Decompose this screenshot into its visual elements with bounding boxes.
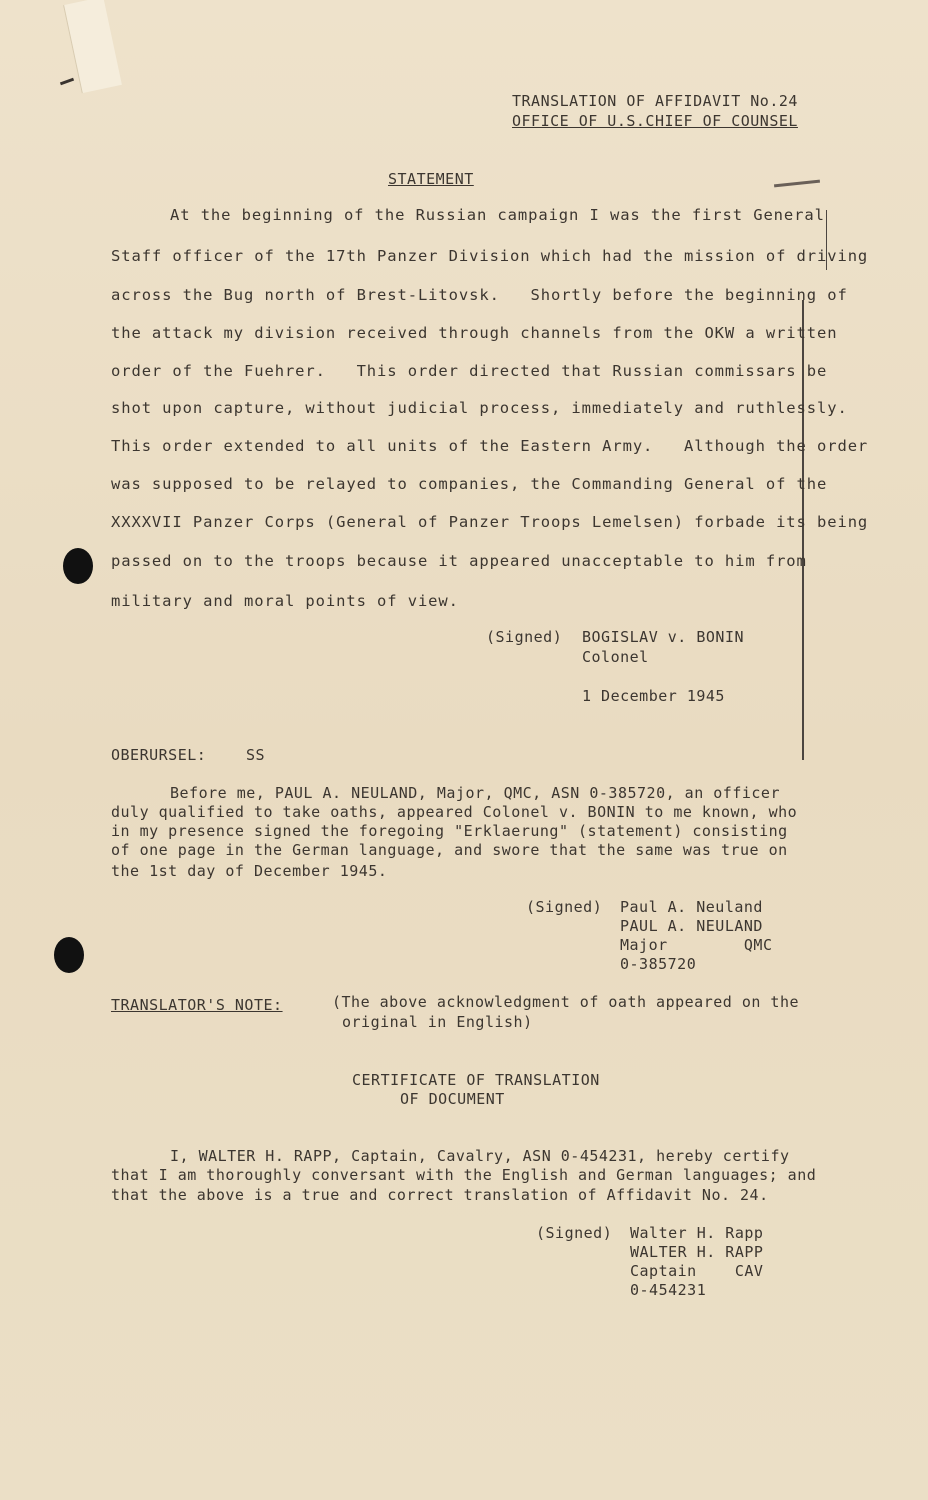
oath-line: Before me, PAUL A. NEULAND, Major, QMC, ASN 0-385720, an officer (170, 784, 780, 802)
translator-note-label: TRANSLATOR'S NOTE: (111, 996, 283, 1014)
signed-label: (Signed) (486, 628, 563, 646)
oath-line: the 1st day of December 1945. (111, 862, 388, 880)
certificate-subtitle: OF DOCUMENT (400, 1090, 505, 1108)
statement-title: STATEMENT (388, 170, 474, 188)
translator-note-line: (The above acknowledgment of oath appeared on the (332, 993, 800, 1011)
statement-line: Staff officer of the 17th Panzer Division which had the mission of driving (111, 247, 869, 265)
oath-line: of one page in the German language, and swore that the same was true on (111, 841, 788, 859)
cert-sig-line: Captain CAV (630, 1262, 764, 1280)
punch-hole-top (63, 548, 93, 584)
oath-ss: SS (246, 746, 266, 764)
cert-sig-line: WALTER H. RAPP (630, 1243, 764, 1261)
cert-signed-label: (Signed) (536, 1224, 613, 1242)
statement-line: shot upon capture, without judicial process, immediately and ruthlessly. (111, 399, 848, 417)
oath-place: OBERURSEL: (111, 746, 207, 764)
certificate-line: that the above is a true and correct translation of Affidavit No. 24. (111, 1186, 769, 1204)
statement-line: This order extended to all units of the Eastern Army. Although the order (111, 437, 869, 455)
ink-mark (60, 78, 74, 86)
signer-rank: Colonel (582, 648, 649, 666)
oath-sig-line: PAUL A. NEULAND (620, 917, 763, 935)
certificate-title: CERTIFICATE OF TRANSLATION (352, 1071, 600, 1089)
statement-line: At the beginning of the Russian campaign I was the first General (170, 206, 825, 224)
oath-sig-line: 0-385720 (620, 955, 697, 973)
punch-hole-bottom (54, 937, 84, 973)
certificate-line: that I am thoroughly conversant with the English and German languages; and (111, 1166, 817, 1184)
certificate-line: I, WALTER H. RAPP, Captain, Cavalry, ASN 0-454231, hereby certify (170, 1147, 790, 1165)
statement-line: was supposed to be relayed to companies, the Commanding General of the (111, 475, 828, 493)
statement-line: order of the Fuehrer. This order directed that Russian commissars be (111, 362, 828, 380)
statement-line: XXXXVII Panzer Corps (General of Panzer Troops Lemelsen) forbade its being (111, 513, 869, 531)
statement-date: 1 December 1945 (582, 687, 725, 705)
cert-sig-line: 0-454231 (630, 1281, 707, 1299)
oath-signed-label: (Signed) (526, 898, 603, 916)
oath-sig-line: Major QMC (620, 936, 773, 954)
translator-note-line: original in English) (342, 1013, 533, 1031)
oath-line: in my presence signed the foregoing "Erklaerung" (statement) consisting (111, 822, 788, 840)
signer-name: BOGISLAV v. BONIN (582, 628, 745, 646)
statement-line: military and moral points of view. (111, 592, 459, 610)
pen-mark (774, 180, 820, 188)
oath-sig-line: Paul A. Neuland (620, 898, 763, 916)
statement-line: the attack my division received through channels from the OKW a written (111, 324, 838, 342)
header-line-2: OFFICE OF U.S.CHIEF OF COUNSEL (512, 112, 798, 130)
cert-sig-line: Walter H. Rapp (630, 1224, 764, 1242)
oath-line: duly qualified to take oaths, appeared Colonel v. BONIN to me known, who (111, 803, 798, 821)
statement-line: passed on to the troops because it appeared unacceptable to him from (111, 552, 807, 570)
header-line-1: TRANSLATION OF AFFIDAVIT No.24 (512, 92, 798, 110)
statement-line: across the Bug north of Brest-Litovsk. Shortly before the beginning of (111, 286, 848, 304)
